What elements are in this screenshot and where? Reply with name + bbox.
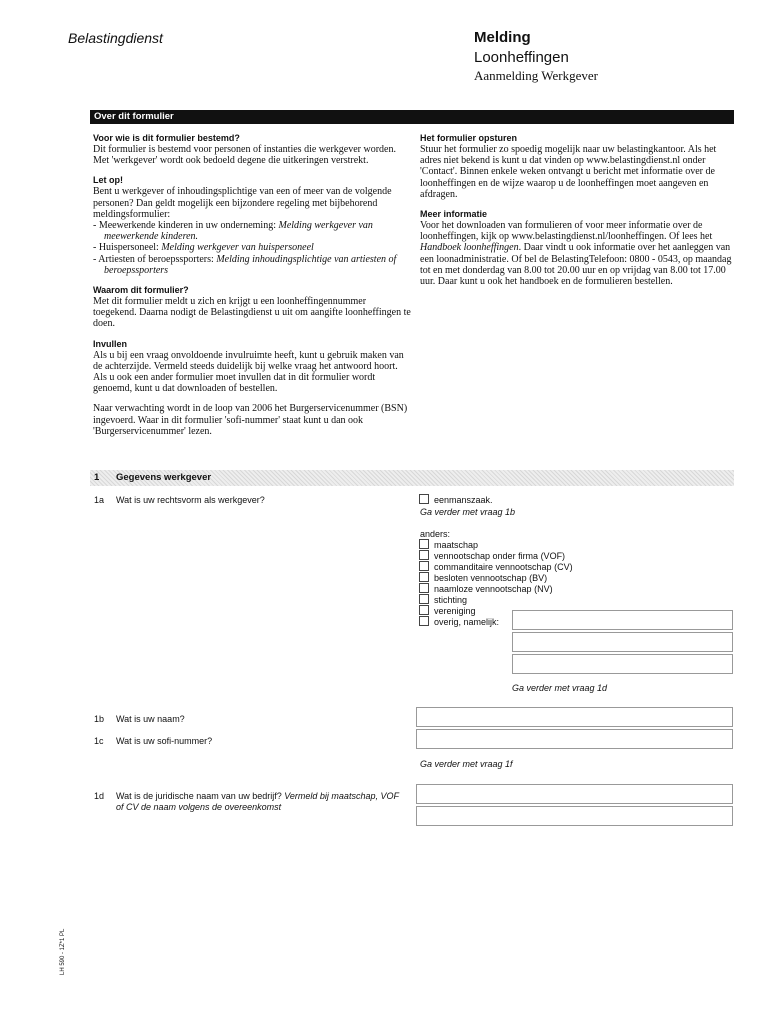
option-vof: vennootschap onder firma (VOF) xyxy=(434,551,566,561)
form-code: LH 590 - 1Z*1 PL xyxy=(60,928,66,975)
form-subtitle: Loonheffingen xyxy=(474,49,569,66)
legal-name-field-1[interactable] xyxy=(416,784,733,804)
send-text: Stuur het formulier zo spoedig mogelijk naar uw belastingkantoor. Als het adres niet bekend is kunt u dat vinden op www.belastingdienst.nl onder 'Contact'. Binnen enkele weken ontvangt u bericht met informatie over de loonheffingen en de wijze waarop u de loonheffingen moet aangeven en afdragen. xyxy=(420,144,717,200)
checkbox-overig[interactable] xyxy=(419,616,429,626)
other-legal-form-field-3[interactable] xyxy=(512,654,733,674)
checkbox-nv[interactable] xyxy=(419,583,429,593)
who-text: Dit formulier is bestemd voor personen of instanties die werkgever worden. Met 'werkgever' wordt ook bedoeld degene die uitkeringen verstrekt. xyxy=(93,144,396,167)
about-left-column xyxy=(93,133,411,446)
legal-name-field-2[interactable] xyxy=(416,806,733,826)
option-vereniging: vereniging xyxy=(434,606,476,616)
special-forms-list xyxy=(93,220,411,276)
option-stichting: stichting xyxy=(434,595,468,605)
question-label-1c: Wat is uw sofi-nummer? xyxy=(116,736,213,746)
question-number-1b: 1b xyxy=(94,714,105,724)
form-title: Melding xyxy=(474,29,531,46)
section-title: Gegevens werkgever xyxy=(116,472,212,483)
option-eenmanszaak: eenmanszaak. xyxy=(434,495,493,505)
list-item: - Artiesten of beroepssporters: Melding inhoudingsplichtige van artiesten of beroepssporters xyxy=(93,253,397,276)
checkbox-vereniging[interactable] xyxy=(419,605,429,615)
checkbox-stichting[interactable] xyxy=(419,594,429,604)
info-text: Voor het downloaden van formulieren of voor meer informatie over de loonheffingen, kijk op www.belastingdienst.nl/loonheffingen. Of lees het Handboek loonheffingen. Daar vindt u ook informatie over het aanleggen van een loonadministratie. Of bel de BelastingTelefoon: 0800 - 0543, op maandag tot en met donderdag van 8.00 tot 20.00 uur en op vrijdag van 8.00 tot 17.00 uur. Daar kunt u ook het handboek en de formulieren bestellen. xyxy=(420,220,732,288)
option-other-label: anders: xyxy=(420,529,451,539)
fill-heading: Invullen xyxy=(93,338,128,349)
about-bar: Over dit formulier xyxy=(90,110,734,124)
question-label-1b: Wat is uw naam? xyxy=(116,714,185,724)
goto-1d: Ga verder met vraag 1d xyxy=(512,683,608,693)
send-heading: Het formulier opsturen xyxy=(420,133,518,143)
fill-text: Als u bij een vraag onvoldoende invulruimte heeft, kunt u gebruik maken van de achterzijde. Vermeld steeds duidelijk bij welke vraag het antwoord hoort. Als u ook een ander formulier moet invullen dat in dit formulier wordt genoemd, kunt u dat downloaden of bestellen. xyxy=(93,349,404,395)
list-item: - Meewerkende kinderen in uw onderneming: Melding werkgever van meewerkende kinderen. xyxy=(93,220,373,243)
checkbox-cv[interactable] xyxy=(419,561,429,571)
option-nv: naamloze vennootschap (NV) xyxy=(434,584,553,594)
option-bv: besloten vennootschap (BV) xyxy=(434,573,548,583)
other-legal-form-field-1[interactable] xyxy=(512,610,733,630)
name-field[interactable] xyxy=(416,707,733,727)
checkbox-vof[interactable] xyxy=(419,550,429,560)
checkbox-maatschap[interactable] xyxy=(419,539,429,549)
brand-name: Belastingdienst xyxy=(68,30,163,46)
sofi-number-field[interactable] xyxy=(416,729,733,749)
attention-heading: Let op! xyxy=(93,175,123,186)
question-label-1a: Wat is uw rechtsvorm als werkgever? xyxy=(116,495,265,505)
section-header xyxy=(90,470,734,486)
other-legal-form-field-2[interactable] xyxy=(512,632,733,652)
option-cv: commanditaire vennootschap (CV) xyxy=(434,562,573,572)
why-text: Met dit formulier meldt u zich en krijgt u een loonheffingennummer toegekend. Daarna nodigt de Belastingdienst u uit om aangifte loonheffingen te doen. xyxy=(93,296,411,330)
why-heading: Waarom dit formulier? xyxy=(93,285,189,296)
question-label-1d: Wat is de juridische naam van uw bedrijf? Vermeld bij maatschap, VOF of CV de naam volgens de overeenkomst xyxy=(116,791,399,812)
checkbox-eenmanszaak[interactable] xyxy=(419,494,429,504)
about-right-column xyxy=(420,133,732,296)
question-number-1d: 1d xyxy=(94,791,105,801)
form-name: Aanmelding Werkgever xyxy=(474,68,598,83)
who-heading: Voor wie is dit formulier bestemd? xyxy=(93,133,240,143)
question-number-1c: 1c xyxy=(94,736,104,746)
goto-1b: Ga verder met vraag 1b xyxy=(420,507,516,517)
option-maatschap: maatschap xyxy=(434,540,479,550)
checkbox-bv[interactable] xyxy=(419,572,429,582)
info-heading: Meer informatie xyxy=(420,209,488,220)
bsn-text: Naar verwachting wordt in de loop van 2006 het Burgerservicenummer (BSN) ingevoerd. Waar in dit formulier 'sofi-nummer' staat kunt u dan ook 'Burgerservicenummer' lezen. xyxy=(93,403,408,437)
attention-text: Bent u werkgever of inhoudingsplichtige van een of meer van de volgende personen? Dan geldt mogelijk een bijzondere regeling met bijbehorend meldingsformulier: xyxy=(93,186,392,220)
section-number: 1 xyxy=(94,472,100,483)
option-overig: overig, namelijk: xyxy=(434,617,500,627)
list-item: - Huispersoneel: Melding werkgever van huispersoneel xyxy=(93,242,314,254)
goto-1f: Ga verder met vraag 1f xyxy=(420,759,513,769)
question-number-1a: 1a xyxy=(94,495,105,505)
